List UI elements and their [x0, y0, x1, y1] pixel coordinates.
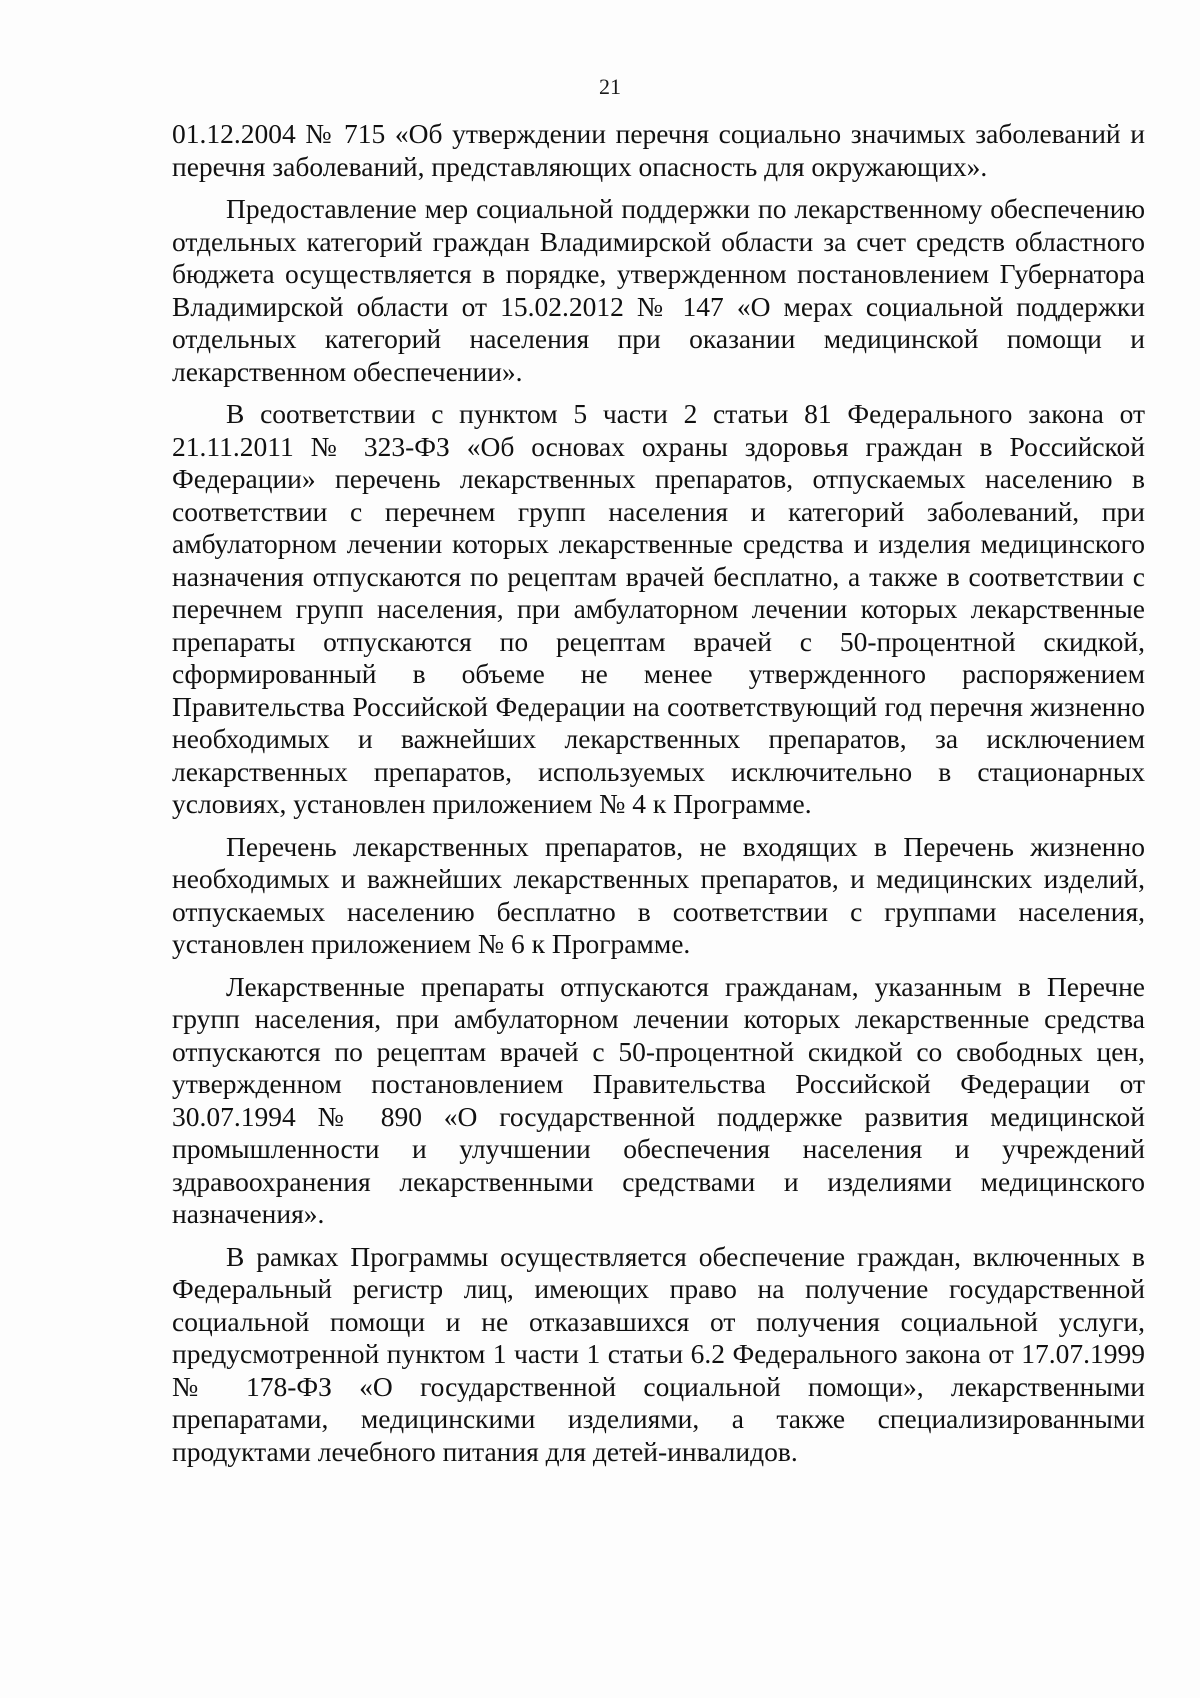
- page-number: 21: [599, 74, 621, 99]
- paragraph-federal-law-323: В соответствии с пунктом 5 части 2 статьи 81 Федерального закона от 21.11.2011 № 323-ФЗ «Об основах охраны здоровья граждан в Российской Федерации» перечень лекарственных препаратов, отпускаемых населению в соответствии с перечнем групп населения и категорий заболеваний, при амбулаторном лечении которых лекарственные средства и изделия медицинского назначения отпускаются по рецептам врачей бесплатно, а также в соответствии с перечнем групп населения, при амбулаторном лечении которых лекарственные препараты отпускаются по рецептам врачей с 50-процентной скидкой, сформированный в объеме не менее утвержденного распоряжением Правительства Российской Федерации на соответствующий год перечня жизненно необходимых и важнейших лекарственных препаратов, за исключением лекарственных препаратов, используемых исключительно в стационарных условиях, установлен приложением № 4 к Программе.: [172, 398, 1145, 819]
- paragraph-regional-support: Предоставление мер социальной поддержки по лекарственному обеспечению отдельных категорий граждан Владимирской области за счет средств областного бюджета осуществляется в порядке, утвержденном постановлением Губернатора Владимирской области от 15.02.2012 № 147 «О мерах социальной поддержки отдельных категорий населения при оказании медицинской помощи и лекарственном обеспечении».: [172, 193, 1145, 387]
- paragraph-drug-list-appendix-6: Перечень лекарственных препаратов, не входящих в Перечень жизненно необходимых и важнейших лекарственных препаратов, и медицинских изделий, отпускаемых населению бесплатно в соответствии с группами населения, установлен приложением № 6 к Программе.: [172, 830, 1145, 959]
- document-body: [172, 118, 1145, 1478]
- paragraph-discount-drugs: Лекарственные препараты отпускаются гражданам, указанным в Перечне групп населения, при амбулаторном лечении которых лекарственные средства отпускаются по рецептам врачей с 50-процентной скидкой со свободных цен, утвержденном постановлением Правительства Российской Федерации от 30.07.1994 № 890 «О государственной поддержке развития медицинской промышленности и улучшении обеспечения населения и учреждений здравоохранения лекарственными средствами и изделиями медицинского назначения».: [172, 970, 1145, 1229]
- paragraph-continuation: 01.12.2004 № 715 «Об утверждении перечня социально значимых заболеваний и перечня заболеваний, представляющих опасность для окружающих».: [172, 118, 1145, 182]
- paragraph-federal-register: В рамках Программы осуществляется обеспечение граждан, включенных в Федеральный регистр лиц, имеющих право на получение государственной социальной помощи и не отказавшихся от получения социальной услуги, предусмотренной пунктом 1 части 1 статьи 6.2 Федерального закона от 17.07.1999 № 178-ФЗ «О государственной социальной помощи», лекарственными препаратами, медицинскими изделиями, а также специализированными продуктами лечебного питания для детей-инвалидов.: [172, 1240, 1145, 1467]
